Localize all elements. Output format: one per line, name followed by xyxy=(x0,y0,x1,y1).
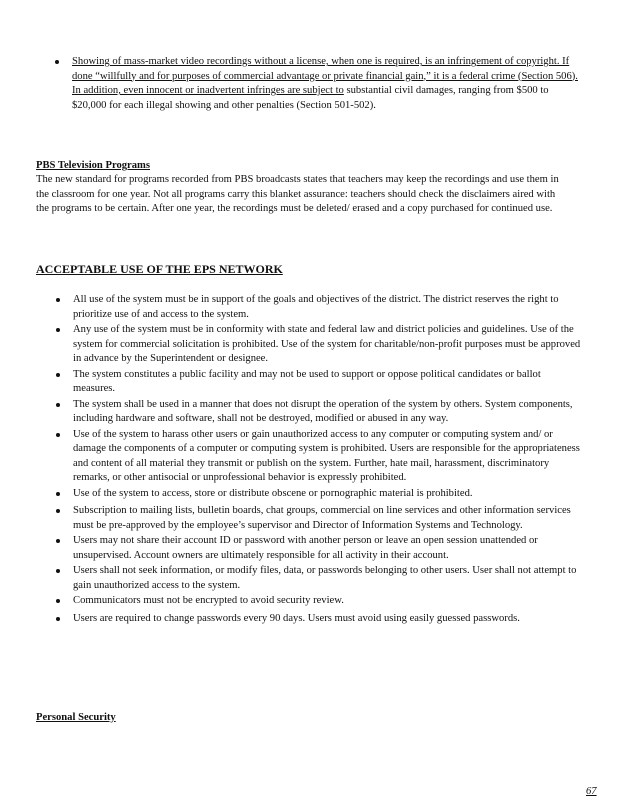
list-item: The system shall be used in a manner that does not disrupt the operation of the system by others. System components, including hardware and software, shall not be destroyed, modified or abused in any way. xyxy=(73,398,581,427)
list-item: All use of the system must be in support of the goals and objectives of the district. The district reserves the right to prioritize use of and access to the system. xyxy=(73,293,581,322)
list-item: Communicators must not be encrypted to avoid security review. xyxy=(73,594,581,609)
aup-heading: ACCEPTABLE USE OF THE EPS NETWORK xyxy=(36,262,283,276)
list-item: Use of the system to harass other users or gain unauthorized access to any computer or computing system and/ or damage the components of a computer or computing system is prohibited. Users are responsible for the appropriateness and content of all material they transmit or publish on the system. Further, hate mail, harassment, discriminatory remarks, or other antisocial or unprofessional behavior is expressly prohibited. xyxy=(73,428,581,486)
pbs-paragraph: The new standard for programs recorded from PBS broadcasts states that teachers may keep the recordings and use them in the classroom for one year. Not all programs carry this blanket assurance: teachers should check the disclaimers aired with the programs to be certain. After one year, the recordings must be deleted/ erased and a copy purchased for continued use. xyxy=(36,174,559,214)
body-text: substantial civil damages, ranging from $500 to $20,000 for each illegal showing and other penalties (Section 501-502). xyxy=(72,85,549,111)
list-item: Any use of the system must be in conformity with state and federal law and district policies and guidelines. Use of the system for commercial solicitation is prohibited. Use of the system for charitable/non-profit purposes must be approved in advance by the Superintendent or designee. xyxy=(73,323,581,367)
list-item: Users shall not seek information, or modify files, data, or passwords belonging to other users. User shall not attempt to gain unauthorized access to the system. xyxy=(73,564,581,593)
underlined-text: Showing of mass-market video recordings without a license, when one is required, is an infringement of copyright. If done “willfully and for purposes of commercial advantage or private financial gain,” it is a federal crime (Section 506). In addition, even innocent or inadvertent infringes are subject to xyxy=(72,56,578,96)
list-item: Use of the system to access, store or distribute obscene or pornographic material is prohibited. xyxy=(73,487,581,502)
personal-security-heading: Personal Security xyxy=(36,712,116,723)
list-item: Subscription to mailing lists, bulletin boards, chat groups, commercial on line services and other information services must be pre-approved by the employee’s supervisor and Director of Information Systems and Technology. xyxy=(73,504,581,533)
list-item xyxy=(72,55,580,113)
copyright-bullet-list xyxy=(72,55,580,113)
list-item: Users may not share their account ID or password with another person or leave an open session unattended or unsupervised. Account owners are ultimately responsible for all activity in their account. xyxy=(73,534,581,563)
list-item: The system constitutes a public facility and may not be used to support or oppose political candidates or ballot measures. xyxy=(73,368,581,397)
pbs-heading: PBS Television Programs xyxy=(36,160,150,171)
page-number: 67 xyxy=(586,786,597,797)
list-item: Users are required to change passwords every 90 days. Users must avoid using easily guessed passwords. xyxy=(73,612,581,627)
aup-bullet-list xyxy=(73,293,581,627)
